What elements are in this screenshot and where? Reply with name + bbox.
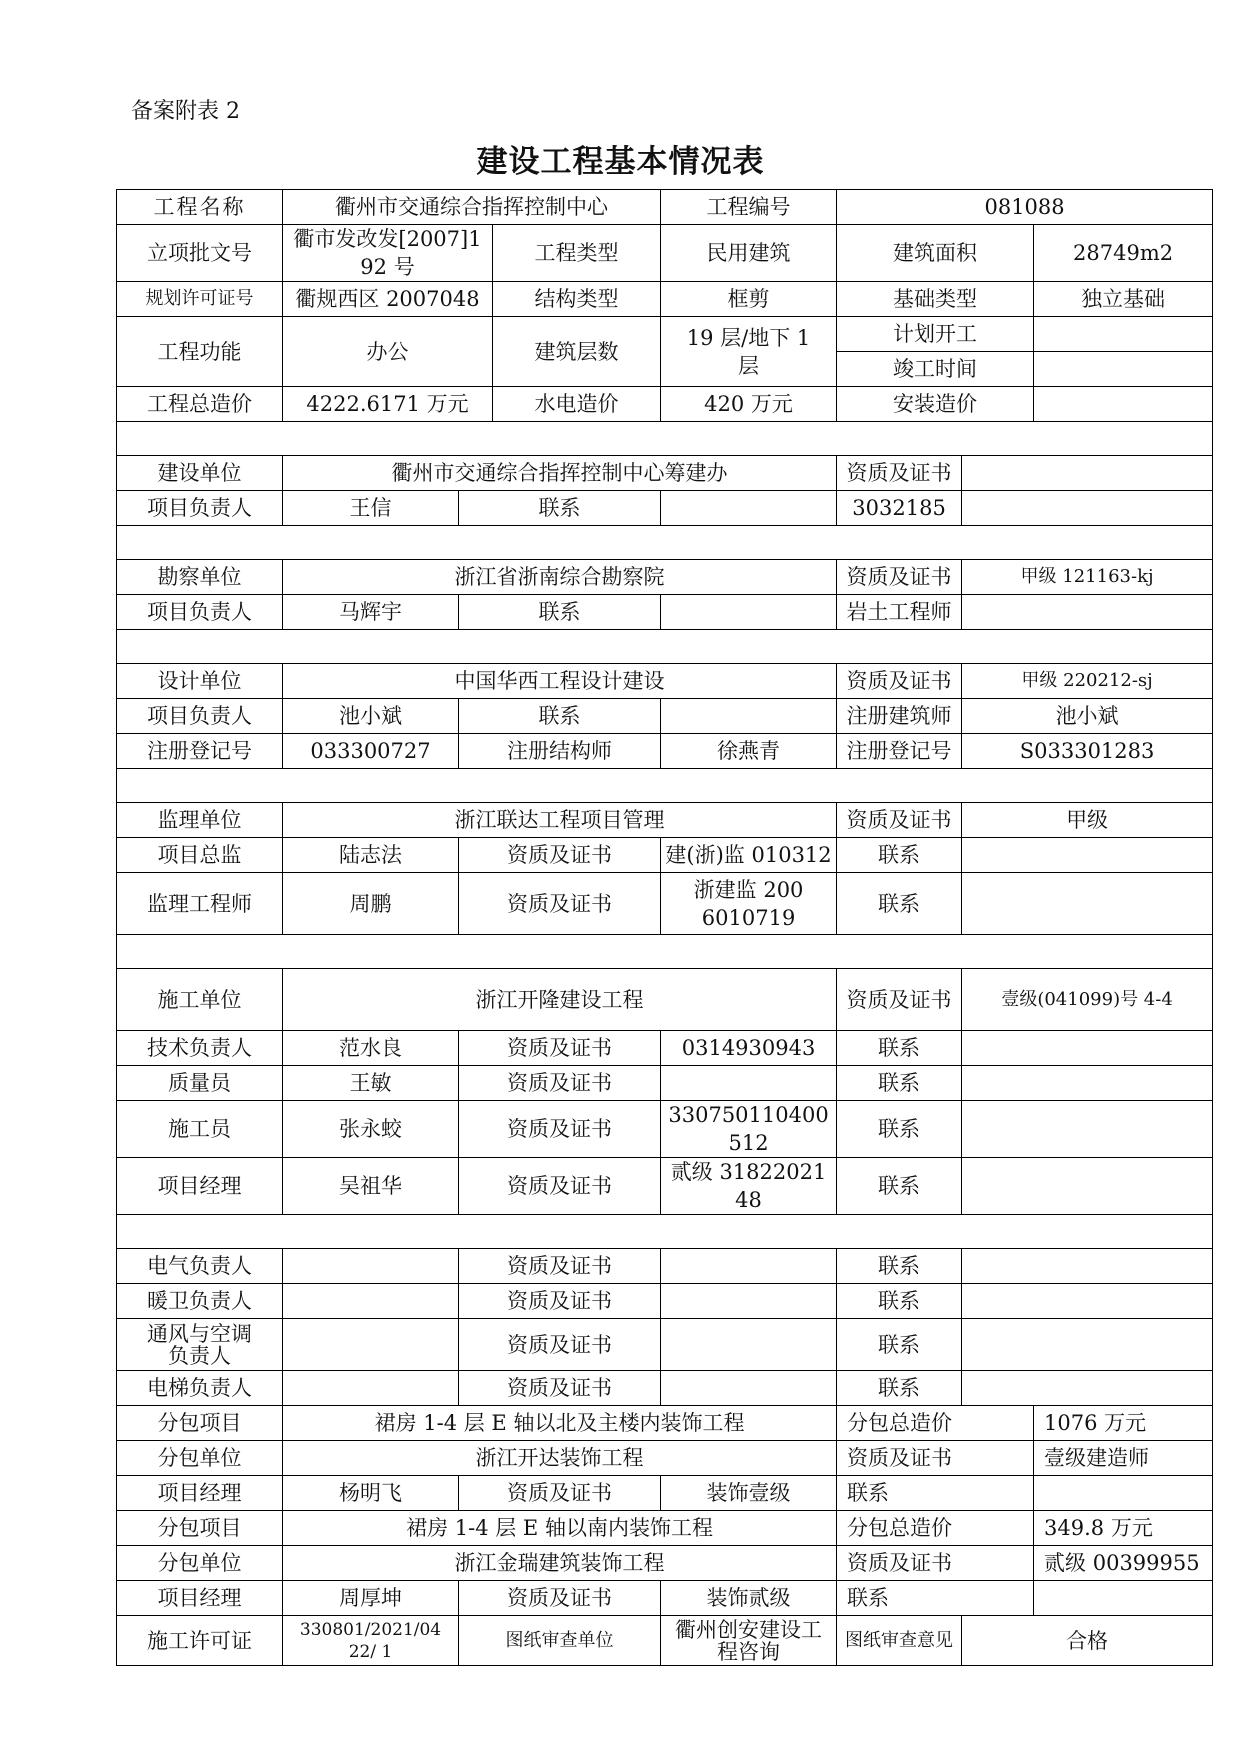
subcontract-cost-label: 分包总造价: [837, 1511, 1034, 1546]
specialist-name: [283, 1319, 459, 1371]
specialist-cert-label: 资质及证书: [459, 1284, 661, 1319]
builder-label: 建设单位: [117, 456, 283, 491]
construction-permit: 330801/2021/0422/ 1: [283, 1616, 459, 1666]
specialist-contact-label: 联系: [837, 1371, 962, 1406]
survey-contact-label: 联系: [459, 595, 661, 630]
approval-label: 立项批文号: [117, 225, 283, 282]
design-contact-label: 联系: [459, 699, 661, 734]
subcontract-cost: 349.8 万元: [1034, 1511, 1213, 1546]
person-cert-label: 资质及证书: [459, 1158, 661, 1215]
design-contact: [661, 699, 837, 734]
table-row: [117, 1476, 1213, 1511]
engineer-cert-label: 资质及证书: [459, 873, 661, 935]
table-row: [117, 699, 1213, 734]
person-contact: [962, 1158, 1213, 1215]
subcontract-pm-label: 项目经理: [117, 1476, 283, 1511]
table-row: [117, 1319, 1213, 1371]
subcontract-item: 裙房 1-4 层 E 轴以北及主楼内装饰工程: [283, 1406, 837, 1441]
engineer-cert: 浙建监 2006010719: [661, 873, 837, 935]
function: 办公: [283, 317, 493, 387]
construction-label: 施工单位: [117, 969, 283, 1031]
specialist-role: 电梯负责人: [117, 1371, 283, 1406]
construction-permit-label: 施工许可证: [117, 1616, 283, 1666]
project-info-table: [116, 189, 1213, 1666]
table-row: [117, 803, 1213, 838]
planning-permit: 衢规西区 2007048: [283, 282, 493, 317]
total-cost: 4222.6171 万元: [283, 387, 493, 422]
function-label: 工程功能: [117, 317, 283, 387]
table-row: [117, 317, 1213, 352]
table-row: [117, 734, 1213, 769]
plan-start: [1034, 317, 1213, 352]
water-elec-cost-label: 水电造价: [493, 387, 661, 422]
subcontract-unit: 浙江开达装饰工程: [283, 1441, 837, 1476]
struct-engineer: 徐燕青: [661, 734, 837, 769]
building-area: 28749m2: [1034, 225, 1213, 282]
supervision-engineer: 周鹏: [283, 873, 459, 935]
table-row: [117, 1406, 1213, 1441]
architect: 池小斌: [962, 699, 1213, 734]
person-contact-label: 联系: [837, 1158, 962, 1215]
supervision-cert-label: 资质及证书: [837, 803, 962, 838]
person-role: 项目经理: [117, 1158, 283, 1215]
table-row: [117, 1581, 1213, 1616]
specialist-role: 通风与空调负责人: [117, 1319, 283, 1371]
table-row: [117, 1158, 1213, 1215]
subcontract-cert: 壹级建造师: [1034, 1441, 1213, 1476]
builder-extra: [962, 491, 1213, 526]
chief-supervisor-label: 项目总监: [117, 838, 283, 873]
design-reg-label: 注册登记号: [117, 734, 283, 769]
subcontract-item-label: 分包项目: [117, 1511, 283, 1546]
structure-type: 框剪: [661, 282, 837, 317]
table-row: [117, 1249, 1213, 1284]
person-role: 质量员: [117, 1066, 283, 1101]
survey-pm-label: 项目负责人: [117, 595, 283, 630]
chief-contact-label: 联系: [837, 838, 962, 873]
completion-label: 竣工时间: [837, 352, 1034, 387]
chief-cert: 建(浙)监 010312: [661, 838, 837, 873]
specialist-role: 电气负责人: [117, 1249, 283, 1284]
subcontract-pm-cert: 装饰贰级: [661, 1581, 837, 1616]
person-name: 吴祖华: [283, 1158, 459, 1215]
specialist-role: 暖卫负责人: [117, 1284, 283, 1319]
person-cert-label: 资质及证书: [459, 1101, 661, 1158]
table-row: [117, 873, 1213, 935]
subcontract-pm-cert-label: 资质及证书: [459, 1476, 661, 1511]
spacer-row: [117, 769, 1213, 803]
review-opinion: 合格: [962, 1616, 1213, 1666]
total-cost-label: 工程总造价: [117, 387, 283, 422]
specialist-cert: [661, 1319, 837, 1371]
table-row: [117, 560, 1213, 595]
spacer-row: [117, 422, 1213, 456]
specialist-name: [283, 1284, 459, 1319]
builder-cert: [962, 456, 1213, 491]
subcontract-pm: 周厚坤: [283, 1581, 459, 1616]
geotech-engineer-label: 岩土工程师: [837, 595, 962, 630]
survey-cert: 甲级 121163-kj: [962, 560, 1213, 595]
person-contact: [962, 1066, 1213, 1101]
design-reg: 033300727: [283, 734, 459, 769]
supervision-engineer-label: 监理工程师: [117, 873, 283, 935]
builder-contact: [661, 491, 837, 526]
survey-contact: [661, 595, 837, 630]
project-name-label: 工程名称: [117, 190, 283, 225]
person-contact-label: 联系: [837, 1066, 962, 1101]
subcontract-cost: 1076 万元: [1034, 1406, 1213, 1441]
table-row: [117, 456, 1213, 491]
table-row: [117, 595, 1213, 630]
table-row: [117, 1066, 1213, 1101]
subcontract-pm: 杨明飞: [283, 1476, 459, 1511]
specialist-name: [283, 1249, 459, 1284]
person-cert-label: 资质及证书: [459, 1031, 661, 1066]
engineer-contact-label: 联系: [837, 873, 962, 935]
person-name: 张永蛟: [283, 1101, 459, 1158]
person-cert: [661, 1066, 837, 1101]
specialist-cert-label: 资质及证书: [459, 1249, 661, 1284]
table-row: [117, 1371, 1213, 1406]
completion: [1034, 352, 1213, 387]
project-type-label: 工程类型: [493, 225, 661, 282]
specialist-contact: [962, 1284, 1213, 1319]
specialist-contact: [962, 1319, 1213, 1371]
subcontract-pm-cert: 装饰壹级: [661, 1476, 837, 1511]
water-elec-cost: 420 万元: [661, 387, 837, 422]
chief-cert-label: 资质及证书: [459, 838, 661, 873]
table-row: [117, 1546, 1213, 1581]
survey-label: 勘察单位: [117, 560, 283, 595]
design-reg2-label: 注册登记号: [837, 734, 962, 769]
builder-contact-label: 联系: [459, 491, 661, 526]
design-pm: 池小斌: [283, 699, 459, 734]
builder-phone: 3032185: [837, 491, 962, 526]
subcontract-contact: [1034, 1581, 1213, 1616]
subcontract-pm-label: 项目经理: [117, 1581, 283, 1616]
table-row: [117, 1031, 1213, 1066]
project-number: 081088: [837, 190, 1213, 225]
architect-label: 注册建筑师: [837, 699, 962, 734]
design-cert-label: 资质及证书: [837, 664, 962, 699]
survey-pm: 马辉宇: [283, 595, 459, 630]
person-contact-label: 联系: [837, 1101, 962, 1158]
builder-pm: 王信: [283, 491, 459, 526]
engineer-contact: [962, 873, 1213, 935]
spacer-row: [117, 526, 1213, 560]
plan-start-label: 计划开工: [837, 317, 1034, 352]
specialist-contact: [962, 1371, 1213, 1406]
review-unit-label: 图纸审查单位: [459, 1616, 661, 1666]
table-row: [117, 1441, 1213, 1476]
person-contact: [962, 1031, 1213, 1066]
subcontract-item-label: 分包项目: [117, 1406, 283, 1441]
subcontract-cert: 贰级 00399955: [1034, 1546, 1213, 1581]
chief-supervisor: 陆志法: [283, 838, 459, 873]
project-type: 民用建筑: [661, 225, 837, 282]
person-contact-label: 联系: [837, 1031, 962, 1066]
subcontract-cert-label: 资质及证书: [837, 1546, 1034, 1581]
chief-contact: [962, 838, 1213, 873]
builder-name: 衢州市交通综合指挥控制中心筹建办: [283, 456, 837, 491]
supervision-label: 监理单位: [117, 803, 283, 838]
specialist-contact-label: 联系: [837, 1284, 962, 1319]
table-row: [117, 387, 1213, 422]
table-row: [117, 225, 1213, 282]
construction-cert-label: 资质及证书: [837, 969, 962, 1031]
subcontract-unit-label: 分包单位: [117, 1546, 283, 1581]
specialist-cert: [661, 1371, 837, 1406]
table-row: [117, 1511, 1213, 1546]
specialist-name: [283, 1371, 459, 1406]
person-role: 技术负责人: [117, 1031, 283, 1066]
floors: 19 层/地下 1 层: [661, 317, 837, 387]
supervision-name: 浙江联达工程项目管理: [283, 803, 837, 838]
table-row: [117, 282, 1213, 317]
design-reg2: S033301283: [962, 734, 1213, 769]
review-unit: 衢州创安建设工程咨询: [661, 1616, 837, 1666]
subcontract-contact-label: 联系: [837, 1581, 1034, 1616]
person-cert: 0314930943: [661, 1031, 837, 1066]
table-row: [117, 190, 1213, 225]
spacer-row: [117, 935, 1213, 969]
approval-number: 衢市发改发[2007]192 号: [283, 225, 493, 282]
specialist-contact: [962, 1249, 1213, 1284]
review-opinion-label: 图纸审查意见: [837, 1616, 962, 1666]
structure-type-label: 结构类型: [493, 282, 661, 317]
specialist-cert-label: 资质及证书: [459, 1371, 661, 1406]
page-title: 建设工程基本情况表: [476, 144, 765, 180]
person-role: 施工员: [117, 1101, 283, 1158]
subcontract-cost-label: 分包总造价: [837, 1406, 1034, 1441]
geotech-engineer: [962, 595, 1213, 630]
person-name: 范水良: [283, 1031, 459, 1066]
builder-cert-label: 资质及证书: [837, 456, 962, 491]
subcontract-item: 裙房 1-4 层 E 轴以南内装饰工程: [283, 1511, 837, 1546]
design-pm-label: 项目负责人: [117, 699, 283, 734]
subcontract-unit-label: 分包单位: [117, 1441, 283, 1476]
specialist-cert: [661, 1249, 837, 1284]
table-row: [117, 491, 1213, 526]
project-number-label: 工程编号: [661, 190, 837, 225]
subcontract-contact-label: 联系: [837, 1476, 1034, 1511]
person-contact: [962, 1101, 1213, 1158]
subcontract-cert-label: 资质及证书: [837, 1441, 1034, 1476]
spacer-row: [117, 630, 1213, 664]
spacer-row: [117, 1215, 1213, 1249]
person-cert-label: 资质及证书: [459, 1066, 661, 1101]
table-row: [117, 838, 1213, 873]
install-cost: [1034, 387, 1213, 422]
survey-cert-label: 资质及证书: [837, 560, 962, 595]
design-cert: 甲级 220212-sj: [962, 664, 1213, 699]
specialist-cert-label: 资质及证书: [459, 1319, 661, 1371]
construction-name: 浙江开隆建设工程: [283, 969, 837, 1031]
specialist-contact-label: 联系: [837, 1249, 962, 1284]
table-row: [117, 1284, 1213, 1319]
install-cost-label: 安装造价: [837, 387, 1034, 422]
supervision-cert: 甲级: [962, 803, 1213, 838]
design-label: 设计单位: [117, 664, 283, 699]
floors-label: 建筑层数: [493, 317, 661, 387]
table-row: [117, 1101, 1213, 1158]
person-cert: 330750110400512: [661, 1101, 837, 1158]
table-row: [117, 969, 1213, 1031]
person-cert: 贰级 3182202148: [661, 1158, 837, 1215]
foundation-type: 独立基础: [1034, 282, 1213, 317]
foundation-type-label: 基础类型: [837, 282, 1034, 317]
subcontract-unit: 浙江金瑞建筑装饰工程: [283, 1546, 837, 1581]
struct-engineer-label: 注册结构师: [459, 734, 661, 769]
specialist-cert: [661, 1284, 837, 1319]
person-name: 王敏: [283, 1066, 459, 1101]
builder-pm-label: 项目负责人: [117, 491, 283, 526]
planning-permit-label: 规划许可证号: [117, 282, 283, 317]
construction-cert: 壹级(041099)号 4-4: [962, 969, 1213, 1031]
design-name: 中国华西工程设计建设: [283, 664, 837, 699]
subcontract-pm-cert-label: 资质及证书: [459, 1581, 661, 1616]
building-area-label: 建筑面积: [837, 225, 1034, 282]
survey-name: 浙江省浙南综合勘察院: [283, 560, 837, 595]
specialist-contact-label: 联系: [837, 1319, 962, 1371]
table-row: [117, 664, 1213, 699]
annex-label: 备案附表 2: [131, 99, 240, 124]
table-row: [117, 1616, 1213, 1666]
subcontract-contact: [1034, 1476, 1213, 1511]
project-name: 衢州市交通综合指挥控制中心: [283, 190, 661, 225]
